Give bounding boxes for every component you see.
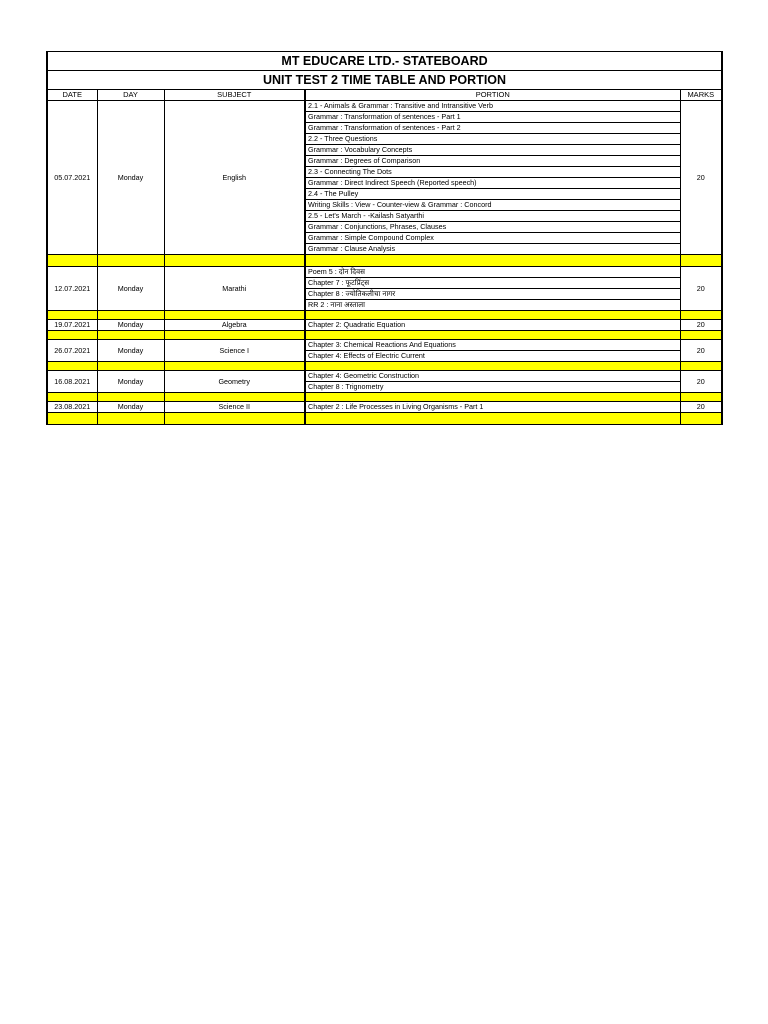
exam-marks: 20 xyxy=(680,101,722,255)
portion-item: RR 2 : नाना अस्ताला xyxy=(305,300,680,311)
separator-cell xyxy=(97,362,164,371)
exam-date: 12.07.2021 xyxy=(47,267,97,311)
separator-cell xyxy=(164,255,305,267)
exam-date: 26.07.2021 xyxy=(47,340,97,362)
portion-row xyxy=(47,101,722,112)
exam-day: Monday xyxy=(97,320,164,331)
separator-cell xyxy=(305,255,680,267)
exam-subject: Science I xyxy=(164,340,305,362)
separator-cell xyxy=(47,413,97,425)
portion-item: Grammar : Degrees of Comparison xyxy=(305,156,680,167)
separator-cell xyxy=(47,362,97,371)
exam-date: 05.07.2021 xyxy=(47,101,97,255)
exam-date: 16.08.2021 xyxy=(47,371,97,393)
exam-day: Monday xyxy=(97,371,164,393)
separator-cell xyxy=(164,413,305,425)
portion-item: Chapter 7 : फूटप्रिंट्स xyxy=(305,278,680,289)
exam-subject: Algebra xyxy=(164,320,305,331)
portion-item: Writing Skills : View - Counter-view & Grammar : Concord xyxy=(305,200,680,211)
portion-item: Chapter 4: Effects of Electric Current xyxy=(305,351,680,362)
separator-cell xyxy=(680,393,722,402)
portion-item: Grammar : Direct Indirect Speech (Reported speech) xyxy=(305,178,680,189)
separator-cell xyxy=(47,255,97,267)
exam-day: Monday xyxy=(97,402,164,413)
separator-cell xyxy=(680,413,722,425)
portion-item: 2.4 - The Pulley xyxy=(305,189,680,200)
separator-cell xyxy=(164,331,305,340)
document-subtitle: UNIT TEST 2 TIME TABLE AND PORTION xyxy=(47,71,722,90)
timetable xyxy=(46,51,723,425)
separator-cell xyxy=(97,413,164,425)
portion-item: Grammar : Clause Analysis xyxy=(305,244,680,255)
header-marks: MARKS xyxy=(680,90,722,101)
exam-day: Monday xyxy=(97,267,164,311)
separator-row xyxy=(47,255,722,267)
portion-item: 2.1 - Animals & Grammar : Transitive and Intransitive Verb xyxy=(305,101,680,112)
separator-cell xyxy=(47,331,97,340)
portion-item: 2.2 - Three Questions xyxy=(305,134,680,145)
separator-cell xyxy=(680,255,722,267)
exam-marks: 20 xyxy=(680,320,722,331)
separator-cell xyxy=(47,393,97,402)
separator-row xyxy=(47,311,722,320)
separator-cell xyxy=(97,255,164,267)
header-date: DATE xyxy=(47,90,97,101)
portion-item: Grammar : Transformation of sentences - Part 2 xyxy=(305,123,680,134)
header-row xyxy=(47,90,722,101)
separator-cell xyxy=(47,311,97,320)
portion-item: Chapter 4: Geometric Construction xyxy=(305,371,680,382)
exam-date: 19.07.2021 xyxy=(47,320,97,331)
header-portion: PORTION xyxy=(305,90,680,101)
exam-subject: Science II xyxy=(164,402,305,413)
portion-item: Chapter 2: Quadratic Equation xyxy=(305,320,680,331)
exam-subject: English xyxy=(164,101,305,255)
portion-item: Chapter 3: Chemical Reactions And Equations xyxy=(305,340,680,351)
portion-item: Grammar : Transformation of sentences - Part 1 xyxy=(305,112,680,123)
separator-cell xyxy=(164,393,305,402)
portion-item: Grammar : Simple Compound Complex xyxy=(305,233,680,244)
portion-item: 2.5 - Let's March - -Kailash Satyarthi xyxy=(305,211,680,222)
exam-subject: Marathi xyxy=(164,267,305,311)
portion-item: Chapter 8 : ज्योतिकलीचा नागर xyxy=(305,289,680,300)
separator-cell xyxy=(164,311,305,320)
separator-cell xyxy=(680,331,722,340)
portion-item: 2.3 - Connecting The Dots xyxy=(305,167,680,178)
portion-row xyxy=(47,402,722,413)
portion-row xyxy=(47,267,722,278)
header-day: DAY xyxy=(97,90,164,101)
header-subject: SUBJECT xyxy=(164,90,305,101)
portion-item: Grammar : Vocabulary Concepts xyxy=(305,145,680,156)
separator-cell xyxy=(97,393,164,402)
separator-cell xyxy=(97,331,164,340)
portion-item: Chapter 2 : Life Processes in Living Organisms - Part 1 xyxy=(305,402,680,413)
exam-marks: 20 xyxy=(680,371,722,393)
separator-cell xyxy=(97,311,164,320)
separator-row xyxy=(47,393,722,402)
exam-date: 23.08.2021 xyxy=(47,402,97,413)
exam-marks: 20 xyxy=(680,267,722,311)
separator-cell xyxy=(164,362,305,371)
subtitle-row xyxy=(47,71,722,90)
separator-cell xyxy=(305,331,680,340)
separator-row xyxy=(47,362,722,371)
exam-marks: 20 xyxy=(680,402,722,413)
document-title: MT EDUCARE LTD.- STATEBOARD xyxy=(47,52,722,71)
exam-day: Monday xyxy=(97,101,164,255)
separator-row xyxy=(47,331,722,340)
exam-marks: 20 xyxy=(680,340,722,362)
separator-row xyxy=(47,413,722,425)
separator-cell xyxy=(680,362,722,371)
portion-row xyxy=(47,320,722,331)
exam-day: Monday xyxy=(97,340,164,362)
separator-cell xyxy=(680,311,722,320)
portion-item: Poem 5 : दोन दिवस xyxy=(305,267,680,278)
separator-cell xyxy=(305,393,680,402)
portion-row xyxy=(47,340,722,351)
title-row xyxy=(47,52,722,71)
separator-cell xyxy=(305,362,680,371)
separator-cell xyxy=(305,311,680,320)
exam-subject: Geometry xyxy=(164,371,305,393)
portion-row xyxy=(47,371,722,382)
separator-cell xyxy=(305,413,680,425)
portion-item: Grammar : Conjunctions, Phrases, Clauses xyxy=(305,222,680,233)
portion-item: Chapter 8 : Trignometry xyxy=(305,382,680,393)
